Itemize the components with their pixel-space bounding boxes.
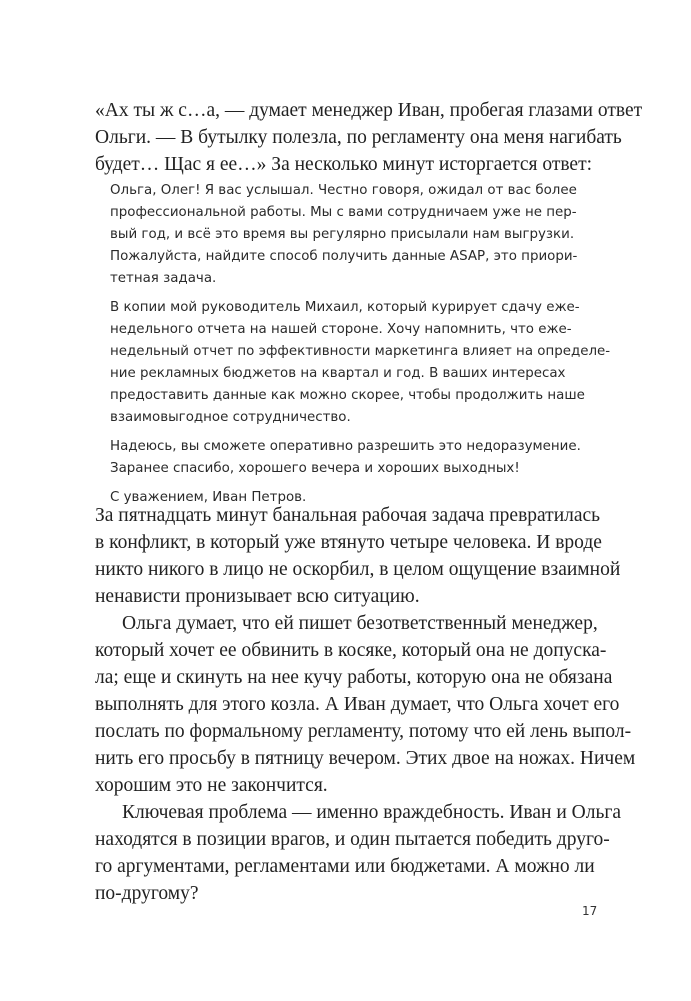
text-line: Ольги. — В бутылку полезла, по регламенту она меня нагибать <box>95 127 622 148</box>
text-line: по-другому? <box>95 883 199 904</box>
text-line: находятся в позиции врагов, и один пытается победить друго- <box>95 829 610 850</box>
text-line: ние рекламных бюджетов на квартал и год. В ваших интересах <box>110 366 566 381</box>
text-line: выполнять для этого козла. А Иван думает, что Ольга хочет его <box>95 694 620 715</box>
text-line: В копии мой руководитель Михаил, который курирует сдачу еже- <box>110 300 580 315</box>
text-line: взаимовыгодное сотрудничество. <box>110 410 351 425</box>
text-line: ла; еще и скинуть на нее кучу работы, которую она не обязана <box>95 667 613 688</box>
text-line: недельного отчета на нашей стороне. Хочу напомнить, что еже- <box>110 322 572 337</box>
text-line: будет… Щас я ее…» За несколько минут исторгается ответ: <box>95 154 593 175</box>
text-line: ненависти пронизывает всю ситуацию. <box>95 586 420 607</box>
text-line: Пожалуйста, найдите способ получить данные ASAP, это приори- <box>110 249 578 264</box>
text-line: Ключевая проблема — именно враждебность. Иван и Ольга <box>122 802 622 823</box>
text-line: профессиональной работы. Мы с вами сотрудничаем уже не пер- <box>110 205 577 220</box>
text-line: недельный отчет по эффективности маркетинга влияет на определе- <box>110 344 611 359</box>
text-line: который хочет ее обвинить в косяке, который она не допуска- <box>95 640 607 661</box>
text-line: Надеюсь, вы сможете оперативно разрешить это недоразумение. <box>110 439 581 454</box>
text-line: Ольга думает, что ей пишет безответственный менеджер, <box>122 613 598 634</box>
text-line: Ольга, Олег! Я вас услышал. Честно говоря, ожидал от вас более <box>110 183 577 198</box>
text-line: «Ах ты ж с…а, — думает менеджер Иван, пробегая глазами ответ <box>95 100 643 121</box>
text-line: го аргументами, регламентами или бюджетами. А можно ли <box>95 856 595 877</box>
text-line: С уважением, Иван Петров. <box>110 490 307 505</box>
text-line: нить его просьбу в пятницу вечером. Этих двое на ножах. Ничем <box>95 748 636 769</box>
text-line: За пятнадцать минут банальная рабочая задача превратилась <box>95 505 601 526</box>
text-line: предоставить данные как можно скорее, чтобы продолжить наше <box>110 388 585 403</box>
text-line: вый год, и всё это время вы регулярно присылали нам выгрузки. <box>110 227 575 242</box>
text-line: послать по формальному регламенту, потому что ей лень выпол- <box>95 721 632 742</box>
page-number: 17 <box>582 904 598 918</box>
text-line: тетная задача. <box>110 271 217 286</box>
text-line: Заранее спасибо, хорошего вечера и хороших выходных! <box>110 461 520 476</box>
text-line: в конфликт, в который уже втянуто четыре человека. И вроде <box>95 532 602 553</box>
text-line: никто никого в лицо не оскорбил, в целом ощущение взаимной <box>95 559 621 580</box>
text-line: хорошим это не закончится. <box>95 775 328 796</box>
